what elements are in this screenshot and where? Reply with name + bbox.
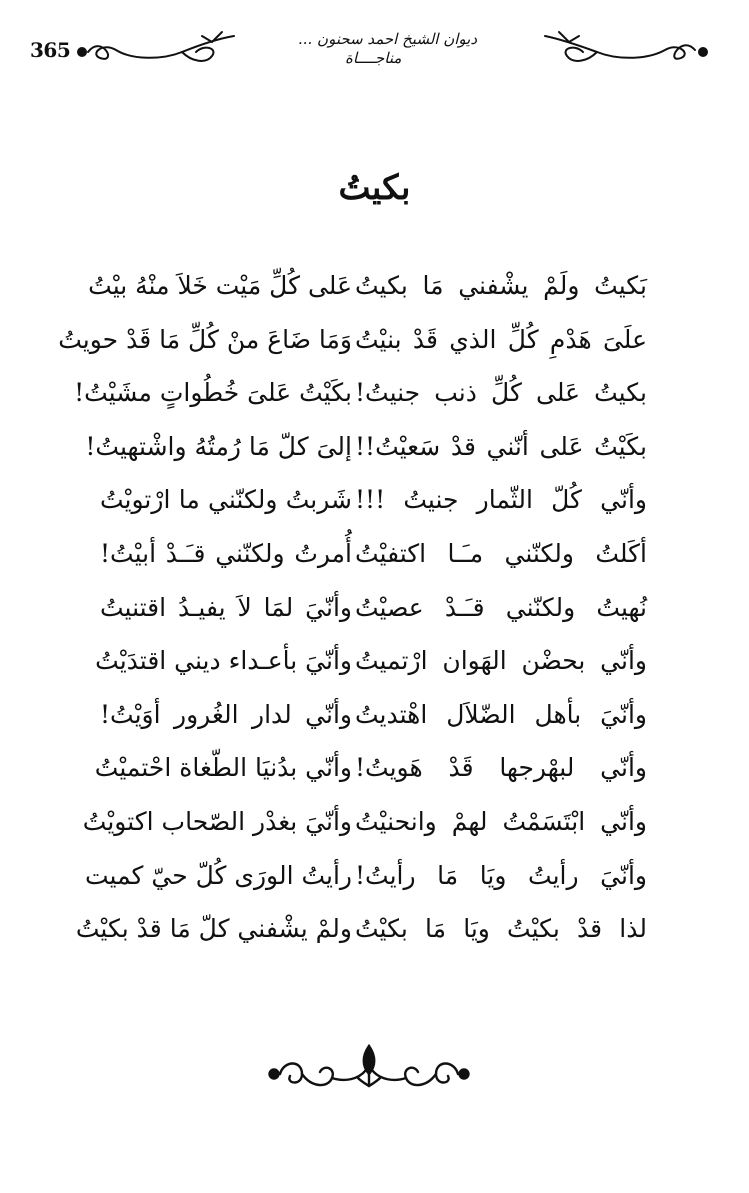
verse: [0, 320, 749, 374]
second-hemistich: عَلى كُلِّ مَيْت خَلاَ منْهُ بيْتُ: [88, 271, 352, 300]
first-hemistich: بَكيتُ ولَمْ يشْفني مَا بكيتُ: [355, 271, 647, 300]
second-hemistich: وأنّي لدار الغُرور أوَيْتُ!: [100, 699, 352, 729]
second-hemistich: وأنّيَ لمَا لاَ يفيـدُ اقتنيتُ: [100, 592, 352, 622]
verse: [0, 373, 749, 427]
first-hemistich: وأنّي ابْتَسَمْتُ لهمْ وانحنيْتُ: [355, 806, 647, 836]
second-hemistich: وأنّي بدُنيَا الطّغاة احْتميْتُ: [94, 753, 352, 783]
verse: [0, 480, 749, 534]
verse: [0, 695, 749, 749]
second-hemistich: بكَيْتُ عَلىَ خُطُواتٍ مشَيْتُ!: [74, 378, 352, 408]
poem-title: بكيتُ: [338, 168, 411, 208]
first-hemistich: علَىَ هَدْمِ كُلِّ الذي قَدْ بنيْتُ: [355, 324, 647, 354]
second-hemistich: وَمَا ضَاعَ منْ كُلِّ مَا قَدْ حويتُ: [58, 324, 352, 354]
first-hemistich: وأنّي لبهْرجها قَدْ هَويتُ!: [355, 753, 647, 783]
verse: [0, 588, 749, 642]
verse: [0, 856, 749, 910]
verse: [0, 266, 749, 320]
second-hemistich: إلىَ كلّ مَا رُمتُهُ واشْتهيتُ!: [85, 431, 352, 461]
first-hemistich: لذا قدْ بكيْتُ ويَا مَا بكيْتُ: [355, 914, 647, 944]
verse: [0, 641, 749, 695]
first-hemistich: بكَيْتُ عَلى أنّني قدْ سَعيْتُ!!: [355, 431, 647, 461]
page-number: 365: [30, 38, 71, 62]
flourish-icon: [535, 30, 715, 70]
first-hemistich: وأنّيَ بأهل الضّلاَل اهْتديتُ: [355, 699, 647, 729]
running-title: [265, 30, 510, 68]
first-hemistich: بكيتُ عَلى كُلِّ ذنب جنيتُ!: [355, 378, 647, 408]
book-title: ديوان الشيخ احمد سحنون ...: [297, 30, 478, 48]
verse: [0, 534, 749, 588]
first-hemistich: وأنّي بحضْن الهَوان ارْتميتُ: [355, 646, 647, 676]
first-hemistich: وأنّيَ رأيتُ ويَا مَا رأيتُ!: [355, 860, 647, 890]
first-hemistich: نُهيتُ ولكنّني قـَـدْ عصيْتُ: [355, 592, 647, 622]
second-hemistich: وأنّيَ بغدْر الصّحاب اكتويْتُ: [82, 806, 352, 836]
section-title: مناجــــاة: [345, 49, 402, 67]
second-hemistich: أُمرتُ ولكنّني قـَـدْ أبيْتُ!: [100, 538, 352, 568]
second-hemistich: ولمْ يشْفني كلّ مَا قدْ بكيْتُ: [75, 914, 352, 944]
verse: [0, 427, 749, 481]
fleuron-icon: [262, 1040, 476, 1094]
second-hemistich: وأنّيَ بأعـداء ديني اقتدَيْتُ: [95, 646, 352, 676]
first-hemistich: وأنّي كُلّ الثّمار جنيتُ !!!: [355, 485, 647, 515]
second-hemistich: شَربتُ ولكنّني ما ارْتويْتُ: [100, 485, 352, 515]
verse: [0, 748, 749, 802]
flourish-icon: [72, 30, 242, 70]
verse: [0, 909, 749, 963]
second-hemistich: رأيتُ الورَى كُلّ حيّ كميت: [84, 860, 352, 890]
poem-body: [0, 266, 749, 963]
verse: [0, 802, 749, 856]
first-hemistich: أكَلتُ ولكنّني مـَـا اكتفيْتُ: [355, 538, 647, 568]
running-header: [0, 24, 749, 74]
